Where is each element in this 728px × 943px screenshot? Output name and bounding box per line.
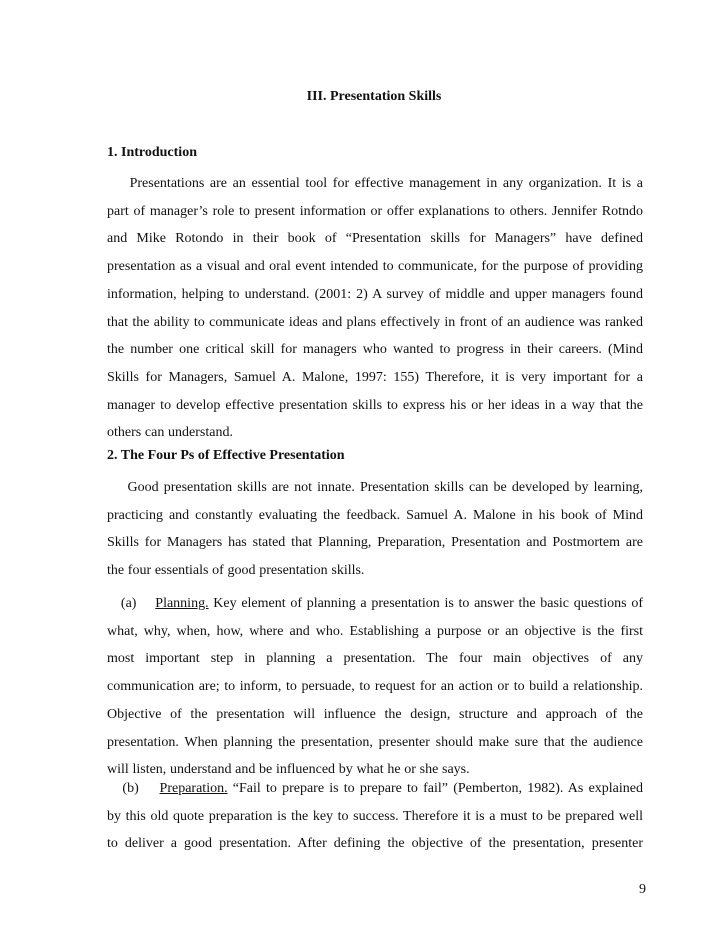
- section-heading-introduction: 1. Introduction: [107, 145, 197, 160]
- text-line: information, helping to understand. (2001: 2) A survey of middle and upper managers found: [107, 286, 643, 302]
- preparation-first-line: [107, 775, 643, 803]
- introduction-paragraph: [107, 170, 643, 447]
- four-ps-paragraph: [107, 474, 643, 585]
- text-line: presentation as a visual and oral event intended to communicate, for the purpose of providing: [107, 259, 643, 275]
- text-line: others can understand.: [107, 425, 233, 441]
- text-line: the number one critical skill for managers who wanted to progress in their careers. (Mind: [107, 342, 643, 358]
- text-line: to deliver a good presentation. After defining the objective of the presentation, presenter: [107, 836, 643, 852]
- text-line: presentation. When planning the presentation, presenter should make sure that the audience: [107, 734, 643, 750]
- text-line: that the ability to communicate ideas and plans effectively in front of an audience was ranked: [107, 314, 643, 330]
- page-title: III. Presentation Skills: [306, 89, 442, 104]
- text-line: Objective of the presentation will influence the design, structure and approach of the: [107, 706, 643, 722]
- planning-label: Planning.: [155, 596, 209, 611]
- preparation-paragraph: [107, 775, 643, 858]
- page-number: 9: [639, 882, 646, 897]
- planning-paragraph: [107, 590, 643, 784]
- text-line: will listen, understand and be influenced by what he or she says.: [107, 762, 470, 778]
- preparation-marker: (b): [122, 781, 139, 796]
- text-line: Presentations are an essential tool for effective management in any organization. It is a: [107, 176, 643, 191]
- text-line: part of manager’s role to present information or offer explanations to others. Jennifer Rotndo: [107, 203, 643, 219]
- text-line: manager to develop effective presentation skills to express his or her ideas in a way that the: [107, 397, 643, 413]
- preparation-label: Preparation.: [159, 781, 228, 796]
- text-line: the four essentials of good presentation skills.: [107, 563, 365, 579]
- text-line: Skills for Managers has stated that Planning, Preparation, Presentation and Postmortem are: [107, 535, 643, 551]
- planning-marker: (a): [120, 596, 137, 611]
- text-line: what, why, when, how, where and who. Establishing a purpose or an objective is the first: [107, 623, 643, 639]
- text-line: Good presentation skills are not innate. Presentation skills can be developed by learning,: [107, 480, 643, 495]
- text-line: and Mike Rotondo in their book of “Presentation skills for Managers” have defined: [107, 231, 643, 247]
- planning-first-line: [107, 590, 643, 618]
- text-line: by this old quote preparation is the key to success. Therefore it is a must to be prepared well: [107, 808, 643, 824]
- preparation-first-line-text: “Fail to prepare is to prepare to fail” (Pemberton, 1982). As explained: [227, 781, 643, 796]
- planning-first-line-text: Key element of planning a presentation is to answer the basic questions of: [208, 596, 643, 611]
- text-line: communication are; to inform, to persuade, to request for an action or to build a relationship.: [107, 679, 643, 695]
- section-heading-four-ps: 2. The Four Ps of Effective Presentation: [107, 448, 345, 463]
- text-line: practicing and constantly evaluating the feedback. Samuel A. Malone in his book of Mind: [107, 507, 643, 523]
- text-line: Skills for Managers, Samuel A. Malone, 1997: 155) Therefore, it is very important for a: [107, 369, 643, 385]
- text-line: most important step in planning a presentation. The four main objectives of any: [107, 651, 643, 667]
